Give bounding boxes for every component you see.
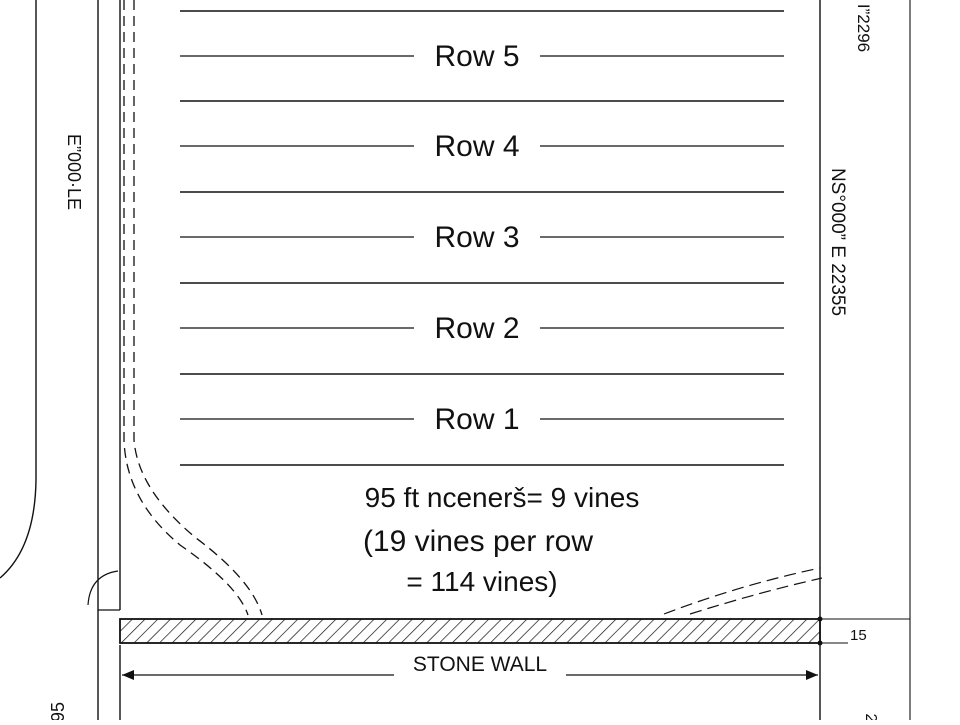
left-bearing-label: E”000·LE (64, 133, 84, 211)
dimension-arrow-left (122, 670, 134, 680)
note-line-2: (19 vines per row (362, 525, 594, 558)
dashed-path-outer (124, 0, 248, 615)
stone-wall (120, 619, 820, 643)
right-bearing-label: NS°000” E 22355 (827, 167, 848, 317)
wall-corner-dot-top (818, 617, 823, 622)
top-right-bearing-label: I”2296 (854, 3, 873, 53)
dashed-path-inner (134, 0, 262, 615)
row-3-label: Row 3 (434, 220, 520, 254)
wall-corner-dot-bottom (818, 641, 823, 646)
row-5-label: Row 5 (434, 39, 520, 73)
note-line-3: = 114 vines) (406, 566, 558, 597)
bottom-left-dimension-label: 95 (48, 701, 68, 720)
stone-wall-label: STONE WALL (412, 653, 548, 676)
row-2-label: Row 2 (434, 311, 520, 345)
road-edge-curve (88, 571, 118, 605)
dimension-arrow-right (806, 670, 818, 680)
dashed-curve-right-1 (664, 568, 820, 614)
note-line-1: 95 ft ncenerš= 9 vines (364, 482, 640, 513)
wall-thickness-label: 15 (850, 627, 867, 644)
row-1-label: Row 1 (434, 402, 520, 436)
left-road-curve (0, 0, 36, 578)
row-4-label: Row 4 (434, 129, 520, 163)
bottom-right-dimension-label: 2 (862, 713, 879, 720)
